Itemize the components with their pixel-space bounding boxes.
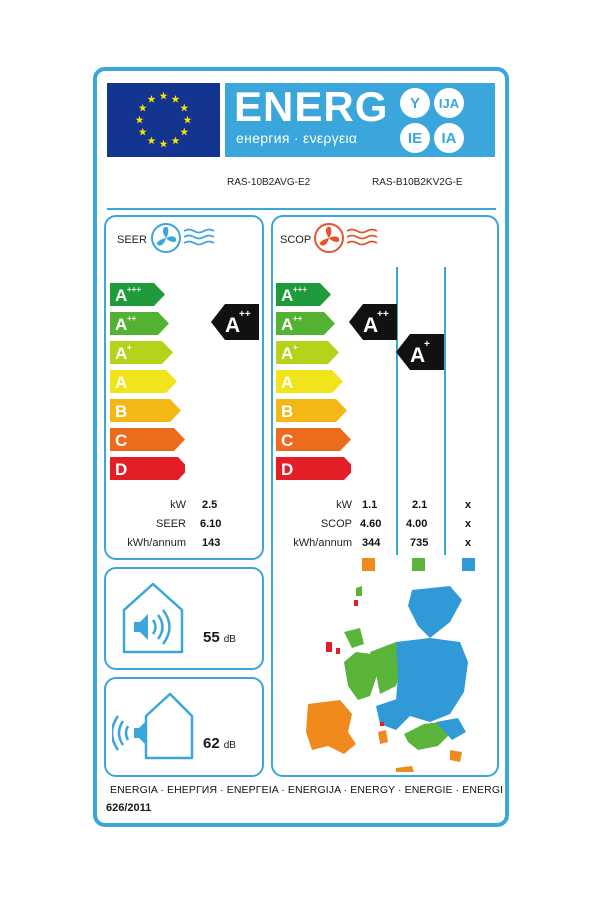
eu-star-icon [180,104,188,112]
eu-star-icon [139,104,147,112]
heat-row-value: x [465,537,472,549]
suffix-ie: IE [400,123,430,153]
cool-row-value: 143 [202,537,221,549]
regulation-number: 626/2011 [106,802,152,814]
heat-row-value: 735 [410,537,429,549]
indoor-speaker-house-icon [118,580,188,661]
cooling-class-label: A [115,315,128,334]
heating-class-label: C [281,431,294,450]
heating-rating-warmer-sup: + [424,339,430,350]
header-divider [107,208,496,210]
cooling-class-label: D [115,460,128,479]
eu-star-icon [172,137,180,145]
scop-label: SCOP [280,234,312,246]
heating-class-sup: + [293,343,298,352]
cooling-efficiency-scale [110,281,185,492]
cooling-class-sup: +++ [127,285,142,294]
heating-class-label: A [281,315,294,334]
cooling-class-label: B [115,402,128,421]
heat-row-label: SCOP [320,518,352,530]
cooling-rating-arrow [211,304,261,345]
cool-row-label: kW [170,499,186,511]
energy-title: ENERG [234,83,389,130]
eu-star-icon [160,92,168,100]
eu-stars-icon [107,83,220,157]
heat-row-value: x [465,499,472,511]
heat-row-label: kWh/annum [293,537,352,549]
model-outdoor: RAS-B10B2KV2G-E [372,177,463,188]
heating-class-sup: +++ [293,285,308,294]
cool-row-label: SEER [156,518,186,530]
heating-efficiency-scale [276,281,351,492]
energy-subtitle: енергия · ενεργεια [236,130,358,146]
eu-star-icon [184,116,192,124]
cool-row-value: 6.10 [200,518,222,530]
cooling-class-label: A [115,344,128,363]
heat-row-label: kW [336,499,352,511]
eu-flag [107,83,220,157]
footer-languages: ENERGIA · ЕНЕРГИЯ · ΕΝΕΡΓΕΙΑ · ENERGIJA · ENERGY · ENERGIE · ENERGI [110,784,504,796]
cool-row-label: kWh/annum [127,537,186,549]
heating-class-label: B [281,402,294,421]
europe-climate-map [300,582,475,777]
climate-average-swatch [412,558,425,571]
eu-star-icon [136,116,144,124]
cooling-rating-label: A [225,314,241,337]
suffix-ia: IA [434,123,464,153]
heat-row-value: 2.1 [412,499,428,511]
climate-divider [444,267,446,555]
indoor-noise-unit: dB [223,634,236,645]
cooling-fan-icon [150,222,222,259]
model-indoor: RAS-10B2AVG-E2 [227,177,311,188]
seer-label: SEER [117,234,147,246]
suffix-y: Y [400,88,430,118]
heating-fan-icon [313,222,385,259]
cooling-class-label: C [115,431,128,450]
eu-star-icon [160,140,168,148]
climate-warmer-swatch [462,558,475,571]
heating-class-label: A [281,373,294,392]
heating-rating-warmer-label: A [410,344,426,367]
cooling-rating-sup: ++ [239,309,251,320]
eu-star-icon [148,137,156,145]
cooling-class-sup: ++ [127,314,137,323]
outdoor-speaker-house-icon [112,690,194,767]
heat-row-value: 4.00 [406,518,428,530]
climate-colder-swatch [362,558,375,571]
eu-star-icon [180,128,188,136]
cool-row-value: 2.5 [202,499,218,511]
eu-star-icon [139,128,147,136]
cooling-class-sup: + [127,343,132,352]
heating-rating-average-arrow [349,304,399,345]
eu-star-icon [172,95,180,103]
heating-class-label: A [281,344,294,363]
outdoor-noise-number: 62 [203,735,220,752]
heating-class-label: D [281,460,294,479]
heating-class-label: A [281,286,294,305]
heating-rating-average-label: A [363,314,379,337]
suffix-ija: IJA [434,88,464,118]
indoor-noise-value [203,629,236,646]
heat-row-value: 1.1 [362,499,378,511]
heating-rating-average-sup: ++ [377,309,389,320]
eu-star-icon [148,95,156,103]
heating-rating-warmer-arrow [396,334,446,375]
cooling-class-label: A [115,286,128,305]
cooling-class-label: A [115,373,128,392]
outdoor-noise-value [203,735,236,752]
heat-row-value: 4.60 [360,518,382,530]
heat-row-value: x [465,518,472,530]
indoor-noise-number: 55 [203,629,220,646]
outdoor-noise-unit: dB [223,740,236,751]
heating-class-sup: ++ [293,314,303,323]
heat-row-value: 344 [362,537,381,549]
